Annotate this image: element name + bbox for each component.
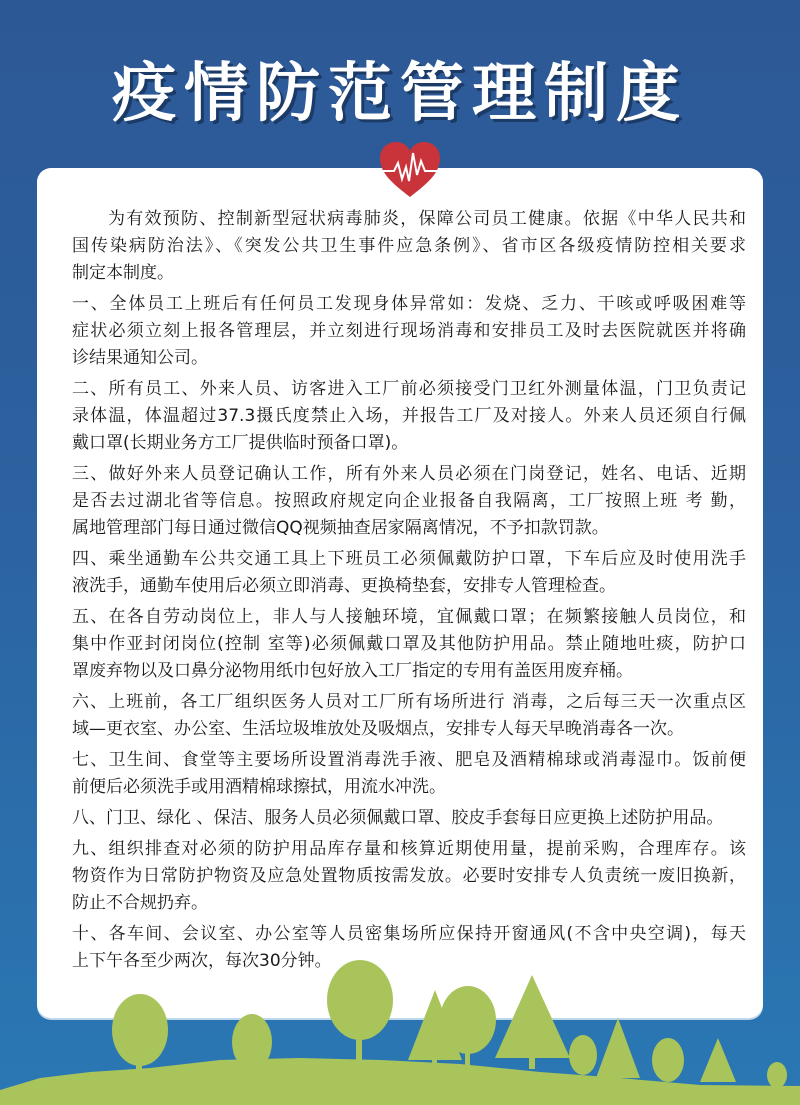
heart-pulse-icon bbox=[378, 141, 442, 199]
paragraph bbox=[72, 604, 746, 685]
paragraph-line: 六、上班前，各工厂组织医务人员对工厂所有场所进行 消毒，之后每三天一次重点区 bbox=[72, 692, 746, 712]
paragraph-line: 八、门卫、绿化 、保洁、服务人员必须佩戴口罩、胶皮手套每日应更换上述防护用品。 bbox=[72, 808, 724, 828]
paragraph-line: 戴口罩(长期业务方工厂提供临时预备口罩)。 bbox=[72, 433, 409, 453]
paragraph-line: 防止不合规扔弃。 bbox=[72, 893, 208, 913]
paragraph bbox=[72, 689, 746, 743]
paragraph-line: 集中作亚封闭岗位(控制 室等)必须佩戴口罩及其他防护用品。禁止随地吐痰，防护口 bbox=[72, 634, 746, 654]
paragraph bbox=[72, 291, 746, 372]
paragraph bbox=[72, 836, 746, 917]
paragraph-line: 国传染病防治法》、《突发公共卫生事件应急条例》、省市区各级疫情防控相关要求 bbox=[72, 236, 746, 256]
trees-landscape bbox=[0, 960, 800, 1105]
paragraph bbox=[72, 747, 746, 801]
paragraph-line: 物资作为日常防护物资及应急处置物质按需发放。必要时安排专人负责统一废旧换新， bbox=[72, 866, 746, 886]
paragraph-line: 域—更衣室、办公室、生活垃圾堆放处及吸烟点，安排专人每天早晚消毒各一次。 bbox=[72, 719, 684, 739]
paragraph-line: 罩废弃物以及口鼻分泌物用纸巾包好放入工厂指定的专用有盖医用废弃桶。 bbox=[72, 661, 633, 681]
paragraph bbox=[72, 461, 746, 542]
paragraph-line: 九、组织排查对必须的防护用品库存量和核算近期使用量，提前采购，合理库存。该 bbox=[72, 839, 746, 859]
paragraph-line: 十、各车间、会议室、办公室等人员密集场所应保持开窗通风(不含中央空调)，每天 bbox=[72, 924, 746, 944]
paragraph-line: 液洗手，通勤车使用后必须立即消毒、更换椅垫套，安排专人管理检查。 bbox=[72, 576, 616, 596]
paragraph bbox=[72, 376, 746, 457]
regulation-text bbox=[72, 206, 746, 979]
paragraph-line: 制定本制度。 bbox=[72, 263, 174, 283]
paragraph-line: 一、全体员工上班后有任何员工发现身体异常如：发烧、乏力、干咳或呼吸困难等 bbox=[72, 294, 746, 314]
paragraph-line: 是否去过湖北省等信息。按照政府规定向企业报备自我隔离，工厂按照上班 考 勤， bbox=[72, 491, 746, 511]
paragraph bbox=[72, 206, 746, 287]
paragraph-line: 上下午各至少两次，每次30分钟。 bbox=[72, 951, 332, 971]
paragraph-line: 录体温，体温超过37.3摄氏度禁止入场，并报告工厂及对接人。外来人员还须自行佩 bbox=[72, 406, 746, 426]
paragraph-line: 四、乘坐通勤车公共交通工具上下班员工必须佩戴防护口罩，下车后应及时使用洗手 bbox=[72, 549, 746, 569]
page-title: 疫情防范管理制度 bbox=[112, 57, 688, 131]
paragraph-line: 五、在各自劳动岗位上，非人与人接触环境，宜佩戴口罩；在频繁接触人员岗位，和 bbox=[72, 607, 746, 627]
paragraph-line: 前便后必须洗手或用酒精棉球擦拭，用流水冲洗。 bbox=[72, 777, 446, 797]
paragraph-line: 七、卫生间、食堂等主要场所设置消毒洗手液、肥皂及酒精棉球或消毒湿巾。饭前便 bbox=[72, 750, 746, 770]
paragraph-line: 属地管理部门每日通过微信QQ视频抽查居家隔离情况，不予扣款罚款。 bbox=[72, 518, 609, 538]
paragraph-line: 诊结果通知公司。 bbox=[72, 348, 208, 368]
paragraph-line: 症状必须立刻上报各管理层，并立刻进行现场消毒和安排员工及时去医院就医并将确 bbox=[72, 321, 746, 341]
paragraph bbox=[72, 805, 746, 832]
paragraph bbox=[72, 546, 746, 600]
paragraph-line: 二、所有员工、外来人员、访客进入工厂前必须接受门卫红外测量体温，门卫负责记 bbox=[72, 379, 746, 399]
paragraph-line: 为有效预防、控制新型冠状病毒肺炎，保障公司员工健康。依据《中华人民共和 bbox=[108, 209, 746, 229]
paragraph-line: 三、做好外来人员登记确认工作，所有外来人员必须在门岗登记，姓名、电话、近期 bbox=[72, 464, 746, 484]
